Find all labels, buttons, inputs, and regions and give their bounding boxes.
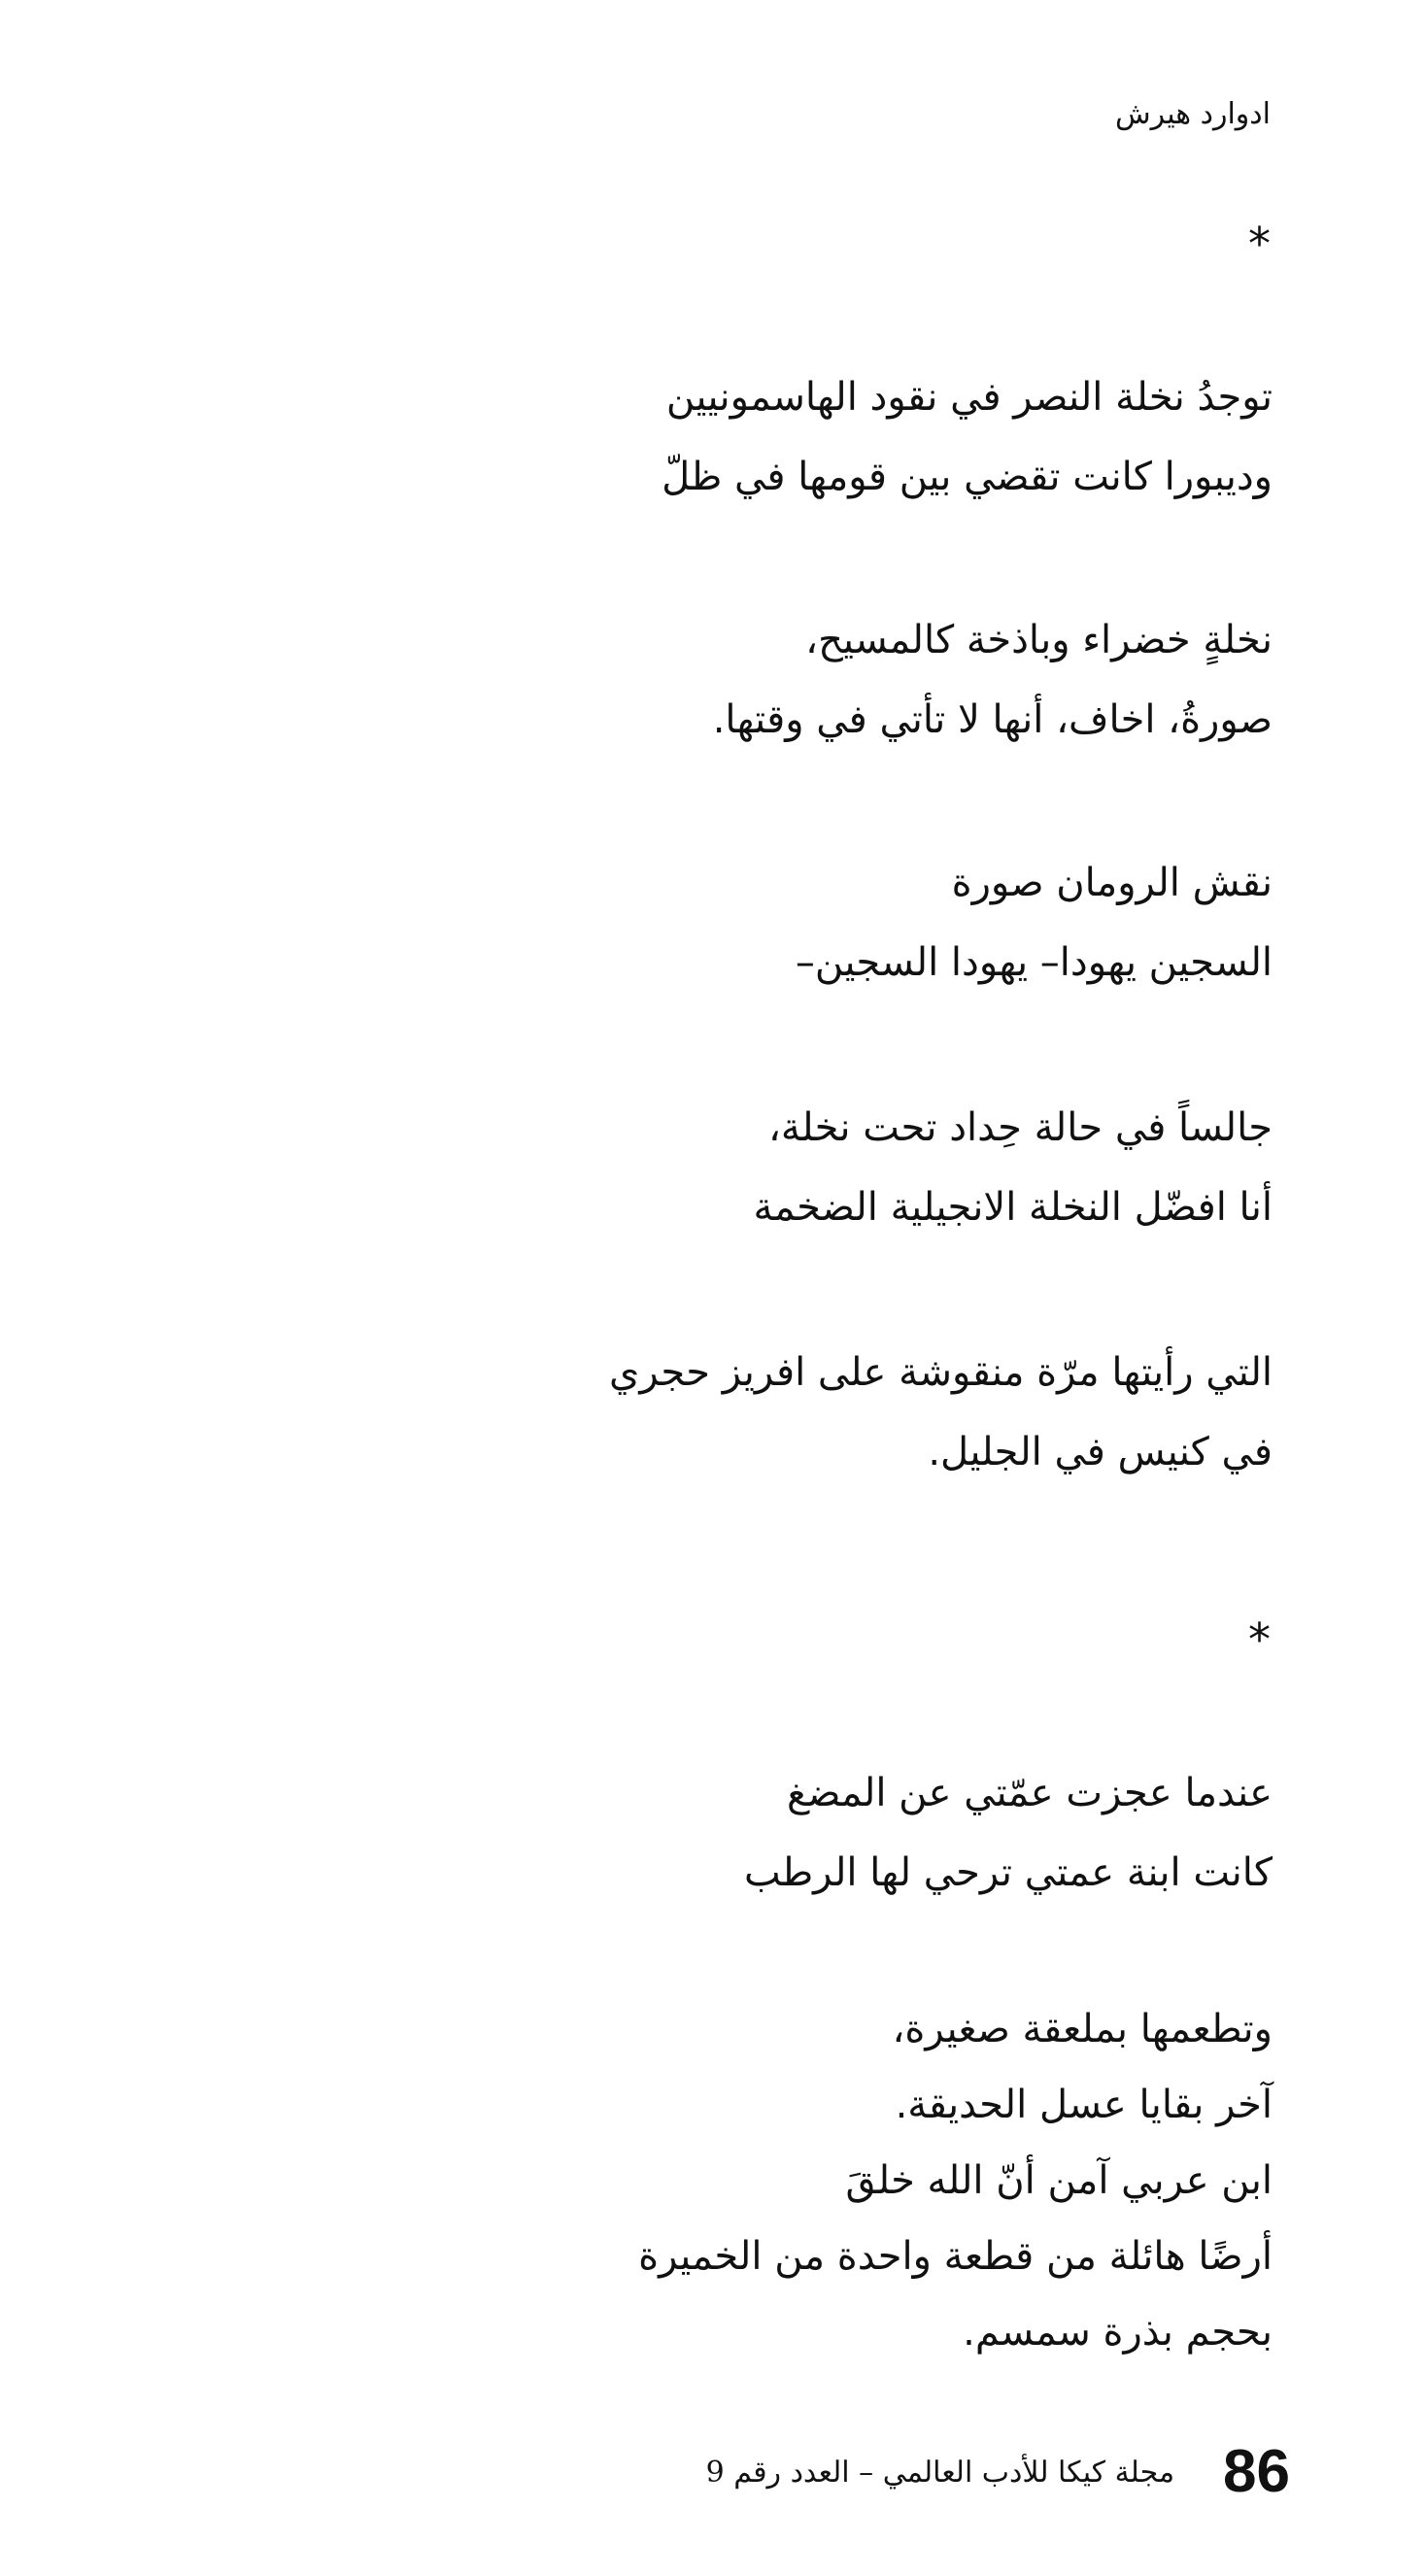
- stanza: [398, 1088, 1273, 1247]
- poem-line: توجدُ نخلة النصر في نقود الهاسمونيين: [665, 375, 1273, 420]
- poem-line: أنا افضّل النخلة الانجيلية الضخمة: [753, 1185, 1273, 1230]
- poem-line: جالساً في حالة حِداد تحت نخلة،: [768, 1105, 1273, 1150]
- poem-line: أرضًا هائلة من قطعة واحدة من الخميرة: [638, 2234, 1273, 2279]
- poem-line: وديبورا كانت تقضي بين قومها في ظلّ: [662, 455, 1273, 499]
- page-number: 86: [1223, 2438, 1290, 2505]
- stanza: [398, 1991, 1273, 2370]
- poem-line: صورةُ، اخاف، أنها لا تأتي في وقتها.: [712, 697, 1273, 742]
- page-footer: [706, 2433, 1290, 2511]
- stanza: [398, 843, 1273, 1002]
- section-separator: *: [1248, 218, 1271, 270]
- poem-line: نخلةٍ خضراء وباذخة كالمسيح،: [805, 618, 1273, 662]
- poem-line: آخر بقايا عسل الحديقة.: [895, 2083, 1273, 2127]
- poem-line: السجين يهودا– يهودا السجين–: [795, 940, 1273, 985]
- poem-line: بحجم بذرة سمسم.: [963, 2310, 1273, 2355]
- poem-line: كانت ابنة عمتي ترحي لها الرطب: [744, 1850, 1273, 1895]
- poem-line: في كنيس في الجليل.: [928, 1430, 1273, 1474]
- stanza: [398, 357, 1273, 517]
- poem-line: ابن عربي آمن أنّ الله خلقَ: [845, 2158, 1273, 2203]
- footer-journal-title: مجلة كيكا للأدب العالمي – العدد رقم 9: [705, 2455, 1175, 2490]
- poem-line: نقش الرومان صورة: [951, 861, 1273, 905]
- poem-line: عندما عجزت عمّتي عن المضغ: [787, 1771, 1273, 1815]
- running-header-author: ادوارد هيرش: [1115, 97, 1271, 131]
- stanza: [398, 1753, 1273, 1913]
- poem-line: التي رأيتها مرّة منقوشة على افريز حجري: [609, 1350, 1273, 1395]
- poem-line: وتطعمها بملعقة صغيرة،: [892, 2007, 1273, 2051]
- stanza: [398, 1333, 1273, 1492]
- stanza: [398, 600, 1273, 760]
- section-separator: *: [1248, 1613, 1271, 1666]
